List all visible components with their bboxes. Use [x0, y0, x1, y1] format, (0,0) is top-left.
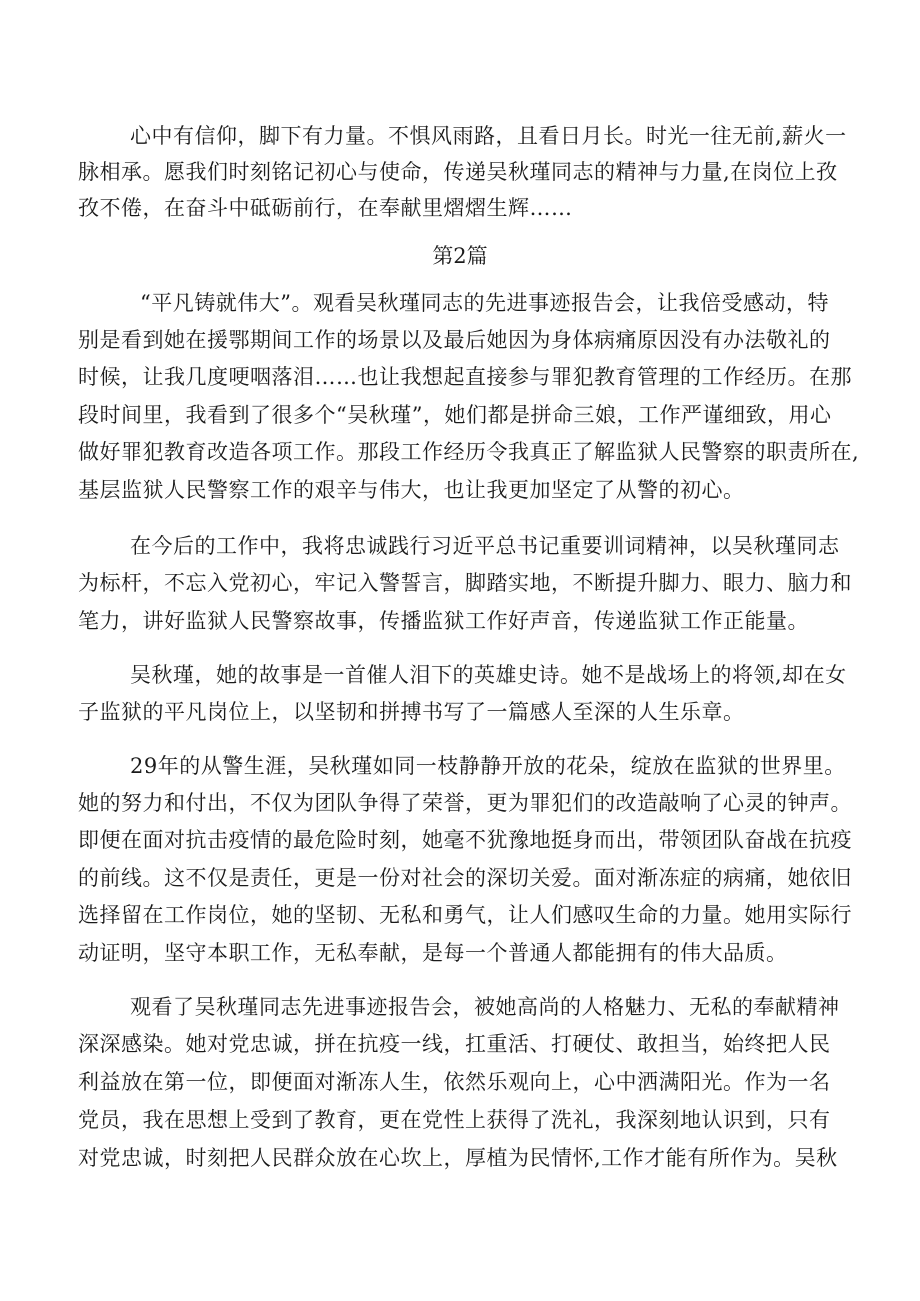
text-line: 她的努力和付出，不仅为团队争得了荣誉，更为罪犯们的改造敲响了心灵的钟声。 [78, 791, 852, 815]
text-line: 即便在面对抗击疫情的最危险时刻，她毫不犹豫地挺身而出，带领团队奋战在抗疫 [78, 828, 852, 852]
text-line: 子监狱的平凡岗位上，以坚韧和拼搏书写了一篇感人至深的人生乐章。 [78, 700, 745, 724]
text-line: 选择留在工作岗位，她的坚韧、无私和勇气，让人们感叹生命的力量。她用实际行 [78, 903, 852, 927]
text-line: 时候，让我几度哽咽落泪……也让我想起直接参与罪犯教育管理的工作经历。在那 [78, 365, 852, 389]
text-line: 段时间里，我看到了很多个“吴秋瑾”，她们都是拼命三娘，工作严谨细致，用心 [78, 403, 832, 427]
text-line: 孜不倦，在奋斗中砥砺前行，在奉献里熠熠生辉…… [78, 196, 573, 220]
text-line: “平凡铸就伟大”。观看吴秋瑾同志的先进事迹报告会，让我倍受感动，特 [140, 291, 829, 315]
text-line: 为标杆，不忘入党初心，牢记入警誓言，脚踏实地，不断提升脚力、眼力、脑力和 [78, 571, 852, 595]
text-line: 做好罪犯教育改造各项工作。那段工作经历令我真正了解监狱人民警察的职责所在, [78, 440, 860, 464]
text-line: 深深感染。她对党忠诚，拼在抗疫一线，扛重活、打硬仗、敢担当，始终把人民 [78, 1032, 831, 1056]
text-line: 的前线。这不仅是责任，更是一份对社会的深切关爱。面对渐冻症的病痛，她依旧 [78, 866, 852, 890]
text-line: 吴秋瑾，她的故事是一首催人泪下的英雄史诗。她不是战场上的将领,却在女 [130, 663, 847, 687]
text-line: 脉相承。愿我们时刻铭记初心与使命，传递吴秋瑾同志的精神与力量,在岗位上孜 [78, 160, 838, 184]
text-line: 观看了吴秋瑾同志先进事迹报告会，被她高尚的人格魅力、无私的奉献精神 [130, 995, 840, 1019]
text-line: 基层监狱人民警察工作的艰辛与伟大，也让我更加坚定了从警的初心。 [78, 478, 745, 502]
text-line: 在今后的工作中，我将忠诚践行习近平总书记重要训词精神，以吴秋瑾同志 [130, 534, 840, 558]
text-line: 动证明，坚守本职工作，无私奉献，是每一个普通人都能拥有的伟大品质。 [78, 941, 788, 965]
text-line: 对党忠诚，时刻把人民群众放在心坎上，厚植为民情怀,工作才能有所作为。吴秋 [78, 1146, 838, 1170]
text-line: 别是看到她在援鄂期间工作的场景以及最后她因为身体病痛原因没有办法敬礼的 [78, 328, 831, 352]
text-line: 利益放在第一位，即便面对渐冻人生，依然乐观向上，心中洒满阳光。作为一名 [78, 1070, 831, 1094]
section-title: 第2篇 [432, 244, 488, 268]
text-line: 心中有信仰，脚下有力量。不惧风雨路，且看日月长。时光一往无前,薪火一 [130, 124, 847, 148]
text-line: 29年的从警生涯，吴秋瑾如同一枝静静开放的花朵，绽放在监狱的世界里。 [130, 754, 846, 778]
text-line: 笔力，讲好监狱人民警察故事，传播监狱工作好声音，传递监狱工作正能量。 [78, 609, 809, 633]
text-line: 党员，我在思想上受到了教育，更在党性上获得了洗礼，我深刻地认识到，只有 [78, 1108, 831, 1132]
